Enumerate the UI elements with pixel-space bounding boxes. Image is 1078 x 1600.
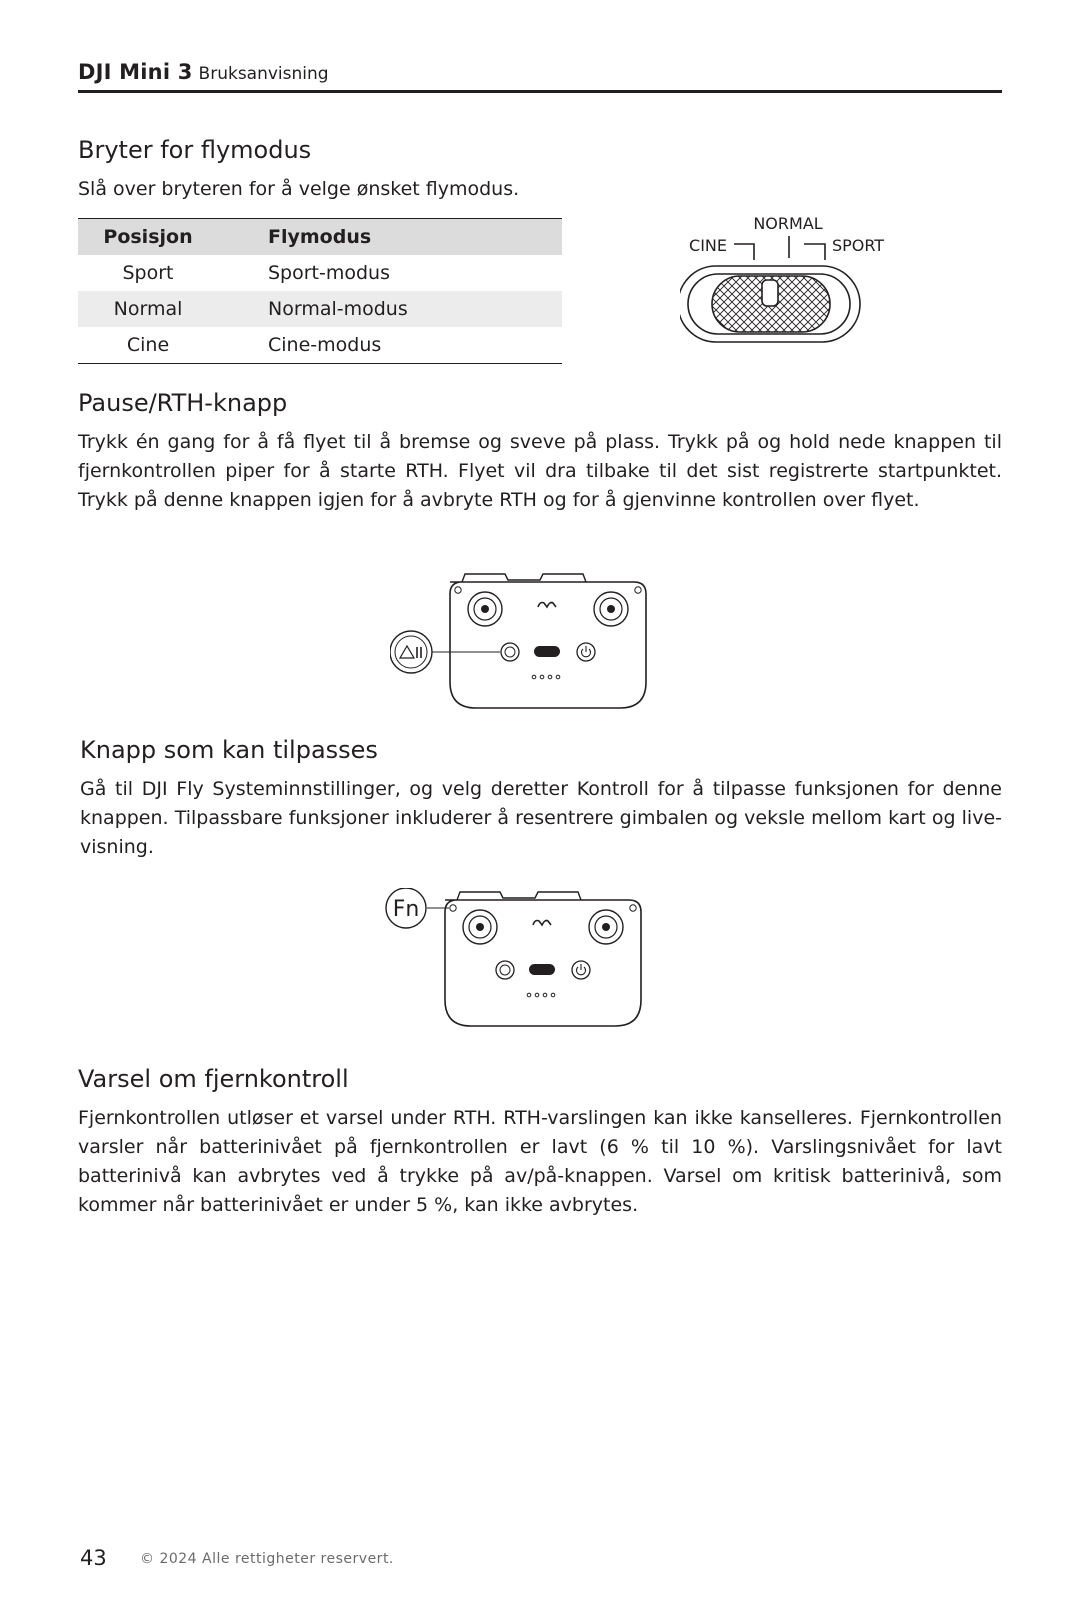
pause-rth-button-callout <box>390 631 432 673</box>
page-number: 43 <box>80 1546 107 1570</box>
fn-button-callout <box>386 888 426 928</box>
table-cell: Normal-modus <box>268 298 408 320</box>
switch-label-normal: NORMAL <box>753 214 823 233</box>
flight-mode-table <box>78 218 562 364</box>
table-row <box>78 255 562 291</box>
custom-button-text: Gå til DJI Fly Systeminnstillinger, og velg deretter Kontroll for å tilpasse funksjonen for denne knappen. Tilpassbare funksjoner inkluderer å resentrere gimbalen og veksle mellom kart og live-visning. <box>80 778 1002 858</box>
header-rule <box>78 90 1002 93</box>
switch-label-sport: SPORT <box>831 236 885 255</box>
switch-label-cine: CINE <box>689 236 727 255</box>
column-header-mode: Flymodus <box>268 226 372 248</box>
copyright-notice: © 2024 Alle rettigheter reservert. <box>140 1551 394 1567</box>
brand-name: DJI Mini 3 <box>78 60 193 84</box>
section-title-flight-mode: Bryter for flymodus <box>78 136 312 164</box>
flight-mode-intro: Slå over bryteren for å velge ønsket flymodus. <box>78 178 520 200</box>
section-title-custom-button: Knapp som kan tilpasses <box>80 736 378 764</box>
table-cell: Cine-modus <box>268 334 382 356</box>
table-cell: Normal <box>113 298 183 320</box>
controller-illustration-fn <box>385 888 660 1038</box>
section-title-alert: Varsel om fjernkontroll <box>78 1065 349 1093</box>
table-cell: Sport <box>122 262 174 284</box>
page-header <box>78 60 329 84</box>
header-subtitle: Bruksanvisning <box>198 64 329 84</box>
table-cell: Sport-modus <box>268 262 390 284</box>
fn-label: Fn <box>392 897 420 922</box>
pause-rth-text: Trykk én gang for å få flyet til å bremse og sveve på plass. Trykk på og hold nede knappen til fjernkontrollen piper for å starte RTH. Flyet vil dra tilbake til det sist registrerte startpunktet. Trykk på denne knappen igjen for å avbryte RTH og for å gjenvinne kontrollen over flyet. <box>78 431 1002 511</box>
flight-mode-switch-illustration <box>680 210 920 360</box>
table-row <box>78 291 562 327</box>
column-header-position: Posisjon <box>103 226 193 248</box>
alert-text: Fjernkontrollen utløser et varsel under RTH. RTH-varslingen kan ikke kanselleres. Fjernkontrollen varsler når batterinivået på fjernkontrollen er lavt (6 % til 10 %). Varslingsnivået for lavt batterinivå kan avbrytes ved å trykke på av/på-knappen. Varsel om kritisk batterinivå, som kommer når batterinivået er under 5 %, kan ikke avbrytes. <box>78 1107 1002 1216</box>
section-title-pause-rth: Pause/RTH-knapp <box>78 389 288 417</box>
table-cell: Cine <box>126 334 170 356</box>
table-header-row <box>78 219 562 256</box>
controller-illustration-rth <box>390 570 660 720</box>
table-row <box>78 327 562 364</box>
